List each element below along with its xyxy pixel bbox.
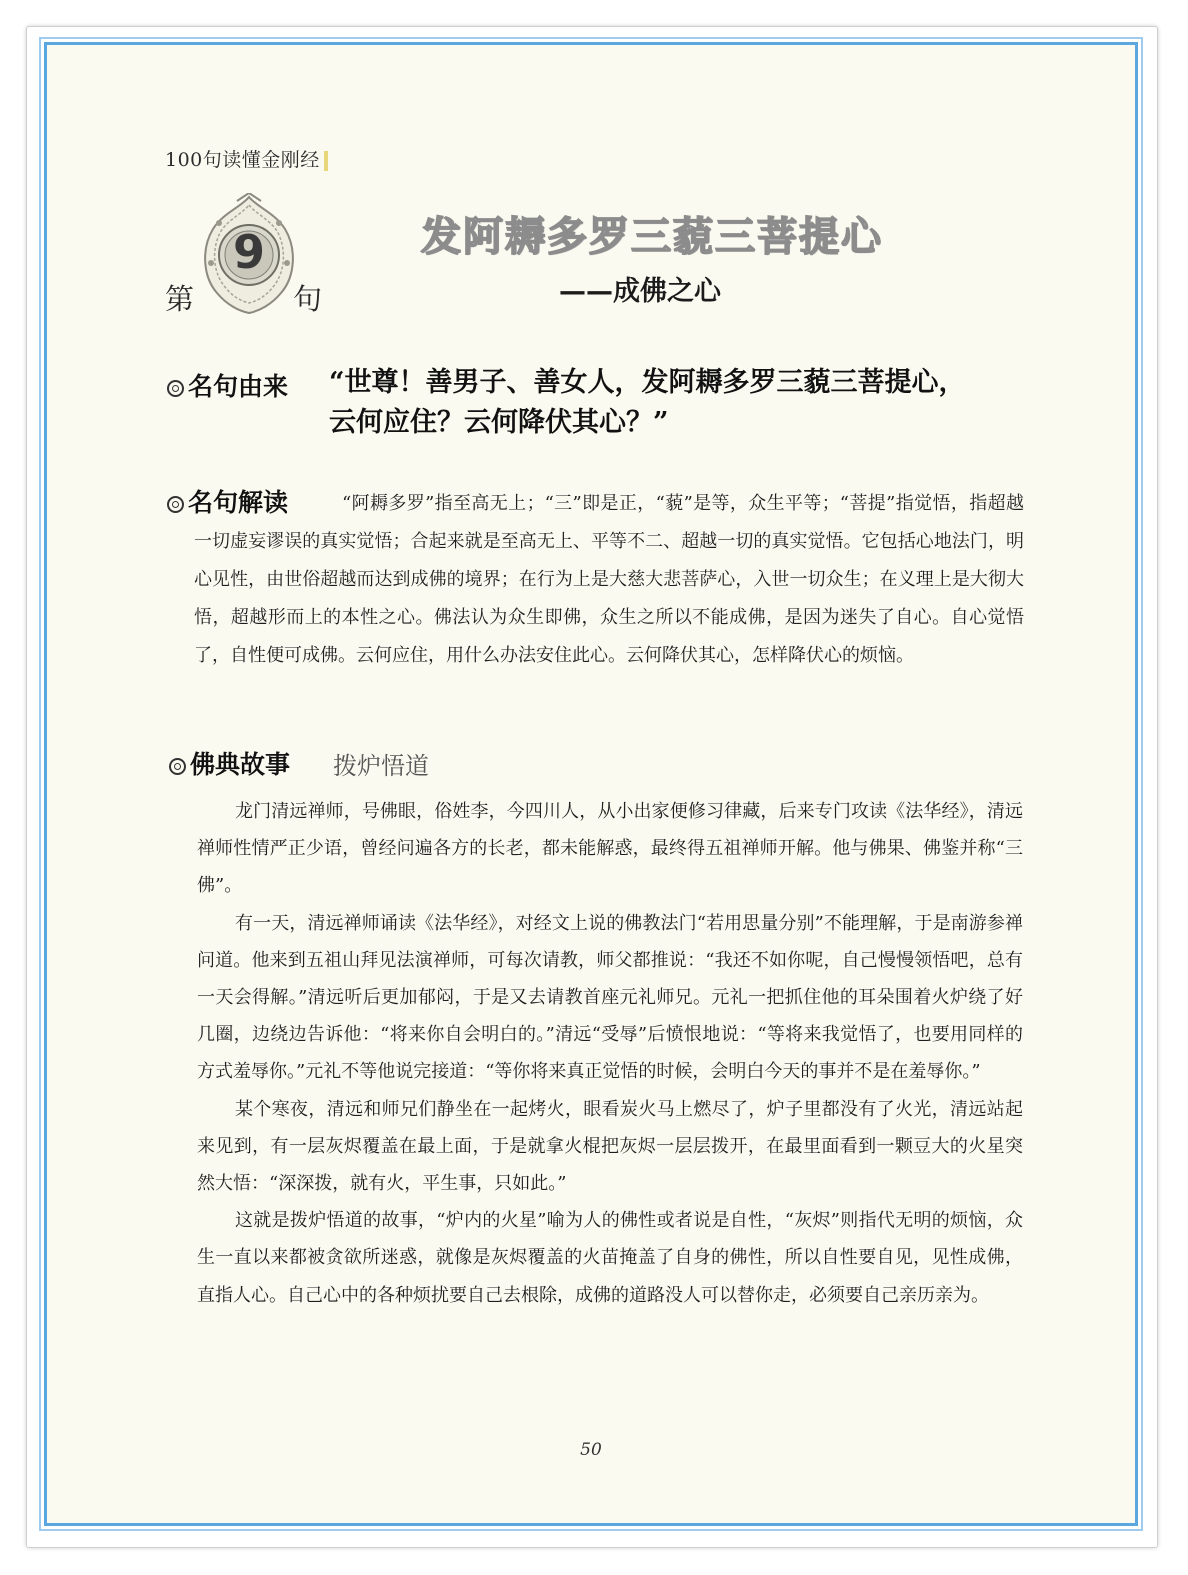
running-head-bar [324,151,328,171]
ordinal-suffix: 句 [293,282,323,316]
section-origin-label: 名句由来 [188,372,289,401]
section-origin-heading [167,367,288,403]
bullet-circle-icon [167,496,184,513]
story-paragraph: 龙门清远禅师，号佛眼，俗姓李，今四川人，从小出家便修习律藏，后来专门攻读《法华经》，清远禅师性情严正少语，曾经问遍各方的长老，都未能解惑，最终得五祖禅师开解。他与佛果、佛鉴并称“三佛”。 [197,801,1023,897]
chapter-title: 发阿耨多罗三藐三菩提心 [421,214,883,260]
story-paragraph: 有一天，清远禅师诵读《法华经》，对经文上说的佛教法门“若用思量分别”不能理解，于是南游参禅问道。他来到五祖山拜见法演禅师，可每次请教，师父都推说：“我还不如你呢，自己慢慢领悟吧，总有一天会得解。”清远听后更加郁闷，于是又去请教首座元礼师兄。元礼一把抓住他的耳朵围着火炉绕了好几圈，边绕边告诉他：“将来你自会明白的。”清远“受辱”后愤恨地说：“等将来我觉悟了，也要用同样的方式羞辱你。”元礼不等他说完接道：“等你将来真正觉悟的时候，会明白今天的事并不是在羞辱你。” [197,912,1023,1083]
quote-line-1: “世尊！善男子、善女人，发阿耨多罗三藐三菩提心， [329,367,966,398]
running-head [165,145,328,172]
section-interpretation-label: 名句解读 [188,488,289,517]
story-body [197,793,1023,1314]
page-frame [44,42,1138,1526]
bullet-circle-icon [167,380,184,397]
chapter-subtitle: ——成佛之心 [559,276,721,307]
interpretation-text: “阿耨多罗”指至高无上；“三”即是正，“藐”是等，众生平等；“菩提”指觉悟，指超越一切虚妄谬误的真实觉悟；合起来就是至高无上、平等不二、超越一切的真实觉悟。它包括心地法门，明心见性，由世俗超越而达到成佛的境界；在行为上是大慈大悲菩萨心，入世一切众生；在义理上是大彻大悟，超越形而上的本性之心。佛法认为众生即佛，众生之所以不能成佛，是因为迷失了自心。自心觉悟了，自性便可成佛。云何应住，用什么办法安住此心。云何降伏其心，怎样降伏心的烦恼。 [194,493,1024,666]
quote-line-2: 云何应住？云何降伏其心？” [329,407,669,438]
section-interpretation-body [194,485,1024,675]
page-number: 50 [580,1440,602,1460]
running-head-text: 100句读懂金刚经 [165,149,320,171]
section-story-label: 佛典故事 [190,750,291,779]
section-origin-quote [329,363,1049,443]
book-page [47,45,1135,1523]
story-paragraph: 这就是拨炉悟道的故事，“炉内的火星”喻为人的佛性或者说是自性，“灰烬”则指代无明的烦恼，众生一直以来都被贪欲所迷惑，就像是灰烬覆盖的火苗掩盖了自身的佛性，所以自性要自见，见性成佛，直指人心。自己心中的各种烦扰要自己去根除，成佛的道路没人可以替你走，必须要自己亲历亲为。 [197,1210,1023,1306]
section-story-heading [169,745,290,781]
bullet-circle-icon [169,758,186,775]
story-title: 拨炉悟道 [333,752,429,780]
story-paragraph: 某个寒夜，清远和师兄们静坐在一起烤火，眼看炭火马上燃尽了，炉子里都没有了火光，清远站起来见到，有一层灰烬覆盖在最上面，于是就拿火棍把灰烬一层层拨开，在最里面看到一颗豆大的火星突然大悟：“深深拨，就有火，平生事，只如此。” [197,1098,1023,1195]
ordinal-number: 9 [232,225,265,279]
ordinal-prefix: 第 [165,282,195,316]
